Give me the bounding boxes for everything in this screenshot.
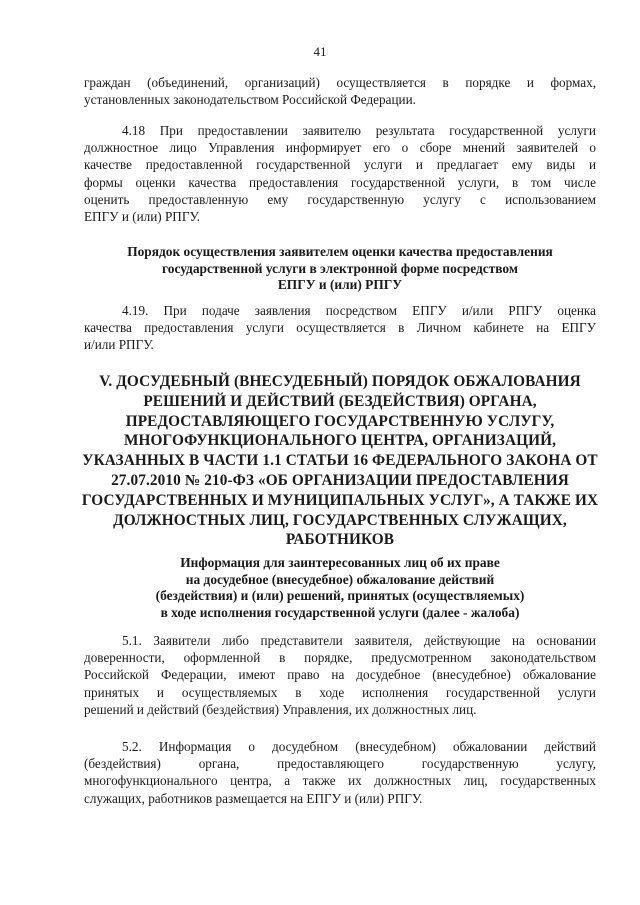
text-line: служащих, работников размещается на ЕПГУ и (или) РПГУ. — [84, 790, 423, 806]
text-line: формы оценки качества предоставления государственной услуги, в том числе — [84, 174, 596, 190]
heading-line: ДОЛЖНОСТНЫХ ЛИЦ, ГОСУДАРСТВЕННЫХ СЛУЖАЩИХ, — [113, 511, 567, 529]
subheading-assessment — [84, 244, 596, 294]
text-line: Российской Федерации, имеют право на досудебное (внесудебное) обжалование — [84, 667, 596, 683]
heading-line: ПРЕДОСТАВЛЯЮЩЕГО ГОСУДАРСТВЕННУЮ УСЛУГУ, — [125, 412, 555, 430]
text-line: ЕПГУ и (или) РПГУ. — [84, 209, 200, 225]
text-line: 5.1. Заявители либо представители заявителя, действующие на основании — [122, 633, 596, 648]
text-line: установленных законодательством Российской Федерации. — [84, 92, 416, 108]
text-line: 4.18 При предоставлении заявителю результата государственной услуги — [122, 123, 596, 138]
paragraph-4-18 — [84, 122, 596, 225]
text-line: решений и действий (бездействия) Управления, их должностных лиц. — [84, 701, 477, 717]
text-line: качества предоставления услуги осуществляется в Личном кабинете на ЕПГУ — [84, 320, 596, 336]
heading-line: ГОСУДАРСТВЕННЫХ И МУНИЦИПАЛЬНЫХ УСЛУГ», А ТАКЖЕ ИХ — [81, 491, 599, 509]
heading-line: 27.07.2010 № 210-ФЗ «ОБ ОРГАНИЗАЦИИ ПРЕДОСТАВЛЕНИЯ — [111, 471, 569, 489]
heading-line: в ходе исполнения государственной услуги (далее - жалоба) — [160, 604, 520, 620]
paragraph-continuation — [84, 74, 596, 108]
heading-line: ЕПГУ и (или) РПГУ — [277, 277, 403, 292]
subheading-complaint-info — [84, 555, 596, 621]
heading-line: (бездействия) и (или) решений, принятых (осуществляемых) — [155, 588, 525, 603]
heading-line: V. ДОСУДЕБНЫЙ (ВНЕСУДЕБНЫЙ) ПОРЯДОК ОБЖАЛОВАНИЯ — [99, 373, 581, 390]
section-v-title — [78, 372, 602, 550]
heading-line: государственной услуги в электронной форме посредством — [162, 260, 518, 276]
heading-line: МНОГОФУНКЦИОНАЛЬНОГО ЦЕНТРА, ОРГАНИЗАЦИЙ, — [123, 432, 557, 450]
text-line: должностное лицо Управления информирует его о сборе мнений заявителей о — [84, 140, 596, 156]
paragraph-5-2 — [84, 738, 596, 807]
text-line: принятых и осуществляемых в ходе исполнения государственной услуги — [84, 684, 596, 700]
heading-line: РЕШЕНИЙ И ДЕЙСТВИЙ (БЕЗДЕЙСТВИЯ) ОРГАНА, — [143, 392, 537, 410]
text-line: граждан (объединений, организаций) осуществляется в порядке и формах, — [84, 75, 596, 90]
heading-line: Информация для заинтересованных лиц об их праве — [180, 555, 500, 570]
heading-line: РАБОТНИКОВ — [285, 531, 395, 549]
text-line: многофункционального центра, а также их должностных лиц, государственных — [84, 773, 596, 789]
text-line: доверенности, оформленной в порядке, предусмотренном законодательством — [84, 650, 596, 666]
paragraph-4-19 — [84, 302, 596, 354]
heading-line: УКАЗАННЫХ В ЧАСТИ 1.1 СТАТЬИ 16 ФЕДЕРАЛЬНОГО ЗАКОНА ОТ — [82, 452, 598, 470]
heading-line: на досудебное (внесудебное) обжалование действий — [185, 571, 495, 587]
paragraph-5-1 — [84, 632, 596, 718]
text-line: и/или РПГУ. — [84, 337, 154, 353]
heading-line: Порядок осуществления заявителем оценки качества предоставления — [127, 244, 553, 259]
page-number: 41 — [313, 44, 327, 59]
text-line: качестве предоставленной государственной услуги и предлагает ему виды и — [84, 157, 596, 173]
text-line: (бездействия) органа, предоставляющего государственную услугу, — [84, 756, 596, 772]
text-line: 5.2. Информация о досудебном (внесудебном) обжаловании действий — [122, 739, 596, 754]
text-line: оценить предоставленную ему государственную услугу с использованием — [84, 191, 596, 207]
text-line: 4.19. При подаче заявления посредством ЕПГУ и/или РПГУ оценка — [122, 303, 596, 318]
